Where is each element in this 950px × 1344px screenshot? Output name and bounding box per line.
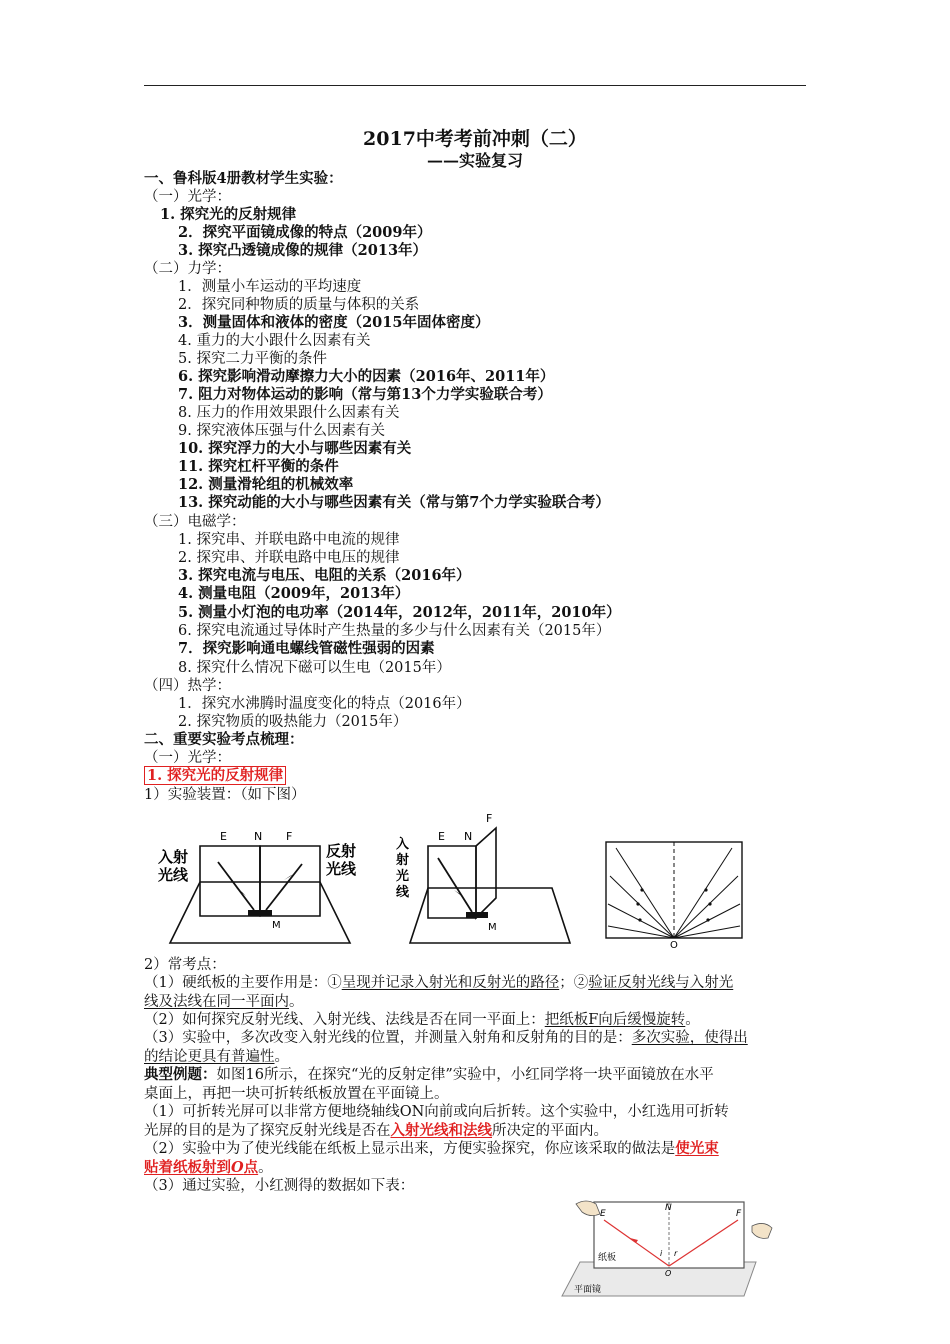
mechanics-item: 1．测量小车运动的平均速度: [178, 279, 362, 295]
part2-heading: 二、重要实验考点梳理：: [144, 731, 304, 748]
part2-optics-label: （一）光学：: [144, 750, 231, 766]
experiment-title: 1. 探究光的反射规律: [144, 767, 286, 785]
optics-item: 3. 探究凸透镜成像的规律（2013年）: [178, 242, 428, 259]
label-incident-v: 光: [396, 869, 410, 884]
thermal-item: 1．探究水沸腾时温度变化的特点（2016年）: [178, 696, 471, 712]
mechanics-item: 13. 探究动能的大小与哪些因素有关（常与第7个力学实验联合考）: [178, 494, 610, 511]
mechanics-item: 8. 压力的作用效果跟什么因素有关: [178, 405, 400, 421]
label-reflected-1: 反射: [326, 842, 357, 860]
point-3: （3）实验中，多次改变入射光线的位置，并测量入射角和反射角的目的是：多次实验，使得出 的结论更具有普遍性。: [144, 1030, 748, 1065]
fig16-i: i: [660, 1249, 663, 1258]
label-n: N: [464, 830, 473, 843]
electromag-item: 8. 探究什么情况下磁可以生电（2015年）: [178, 660, 451, 676]
thermal-label: （四）热学：: [144, 678, 231, 694]
answer-2a: 使光束: [675, 1140, 719, 1157]
electromag-item: 1. 探究串、并联电路中电流的规律: [178, 532, 400, 548]
example-intro: 典型例题：如图16所示，在探究“光的反射定律”实验中，小红同学将一块平面镜放在水平 桌面上，再把一块可折转纸板放置在平面镜上。: [144, 1066, 714, 1102]
fig16-e: E: [600, 1209, 606, 1219]
mechanics-item: 9. 探究液体压强与什么因素有关: [178, 423, 385, 439]
electromag-item: 5. 测量小灯泡的电功率（2014年，2012年，2011年，2010年）: [178, 604, 621, 621]
fig16-o: O: [665, 1269, 672, 1278]
figure-16-reflection: [556, 1196, 796, 1300]
answer-1: 入射光线和法线: [390, 1121, 492, 1139]
label-incident-1: 入射: [158, 848, 189, 866]
fig16-board: 纸板: [598, 1253, 617, 1263]
question-3: （3）通过实验，小红测得的数据如下表：: [144, 1178, 415, 1194]
setup-label: 1）实验装置：（如下图）: [144, 787, 306, 803]
mechanics-item: 11. 探究杠杆平衡的条件: [178, 458, 339, 475]
electromag-label: （三）电磁学：: [144, 514, 246, 530]
mechanics-label: （二）力学：: [144, 261, 231, 277]
mechanics-item: 10. 探究浮力的大小与哪些因素有关: [178, 440, 412, 457]
mechanics-item: 6. 探究影响滑动摩擦力大小的因素（2016年、2011年）: [178, 368, 555, 385]
label-m: M: [272, 920, 281, 931]
electromag-item: 7．探究影响通电螺线管磁性强弱的因素: [178, 640, 435, 657]
label-incident-v: 射: [396, 853, 410, 868]
mechanics-item: 2．探究同种物质的质量与体积的关系: [178, 297, 420, 313]
label-reflected-2: 光线: [326, 860, 357, 878]
mechanics-item: 4. 重力的大小跟什么因素有关: [178, 333, 371, 349]
multiple-rays-figure: [602, 838, 747, 950]
label-m: M: [488, 922, 497, 933]
question-2: （2）实验中为了使光线能在纸板上显示出来，方便实验探究，你应该采取的做法是使光束 贴着纸板射到O点。: [144, 1140, 719, 1176]
label-e: E: [220, 830, 227, 843]
points-label: 2）常考点：: [144, 957, 226, 973]
electromag-item: 6. 探究电流通过导体时产生热量的多少与什么因素有关（2015年）: [178, 623, 611, 639]
label-incident-v: 入: [396, 837, 410, 852]
fig16-r: r: [674, 1249, 678, 1258]
label-o: O: [670, 940, 678, 950]
question-1: （1）可折转光屏可以非常方便地绕轴线ON向前或向后折转。这个实验中，小红选用可折转 光屏的目的是为了探究反射光线是否在入射光线和法线所决定的平面内。: [144, 1104, 729, 1139]
reflection-apparatus-figure-1: [150, 818, 380, 948]
mechanics-item: 12. 测量滑轮组的机械效率: [178, 476, 354, 493]
label-e: E: [438, 830, 445, 843]
answer-2b: 贴着纸板射到O点: [144, 1158, 259, 1176]
optics-label: （一）光学：: [144, 189, 231, 205]
label-n: N: [254, 830, 263, 843]
electromag-item: 2. 探究串、并联电路中电压的规律: [178, 550, 400, 566]
mechanics-item: 7. 阻力对物体运动的影响（常与第13个力学实验联合考）: [178, 386, 552, 403]
fig16-f: F: [736, 1209, 742, 1219]
point-2: （2）如何探究反射光线、入射光线、法线是否在同一平面上：把纸板F向后缓慢旋转。: [144, 1012, 700, 1028]
page-title: 2017中考考前冲刺（二）: [363, 128, 587, 150]
label-f: F: [286, 830, 293, 843]
point-1: （1）硬纸板的主要作用是：①呈现并记录入射光和反射光的路径；②验证反射光线与入射光 线及法线在同一平面内。: [144, 975, 734, 1010]
optics-item: 1. 探究光的反射规律: [160, 206, 297, 223]
fig16-mirror: 平面镜: [574, 1285, 602, 1295]
fig16-n: N: [665, 1203, 672, 1213]
part1-heading: 一、鲁科版4册教材学生实验：: [144, 170, 343, 187]
mechanics-item: 5. 探究二力平衡的条件: [178, 351, 327, 367]
label-incident-v: 线: [396, 885, 410, 900]
top-rule: [144, 85, 806, 86]
label-f: F: [486, 812, 493, 825]
reflection-apparatus-figure-2: [392, 808, 582, 950]
thermal-item: 2. 探究物质的吸热能力（2015年）: [178, 714, 408, 730]
mechanics-item: 3．测量固体和液体的密度（2015年固体密度）: [178, 314, 490, 331]
electromag-item: 3. 探究电流与电压、电阻的关系（2016年）: [178, 567, 471, 584]
label-incident-2: 光线: [158, 866, 189, 884]
electromag-item: 4. 测量电阻（2009年，2013年）: [178, 585, 410, 602]
page-subtitle: ——实验复习: [426, 151, 523, 170]
optics-item: 2．探究平面镜成像的特点（2009年）: [178, 224, 432, 241]
